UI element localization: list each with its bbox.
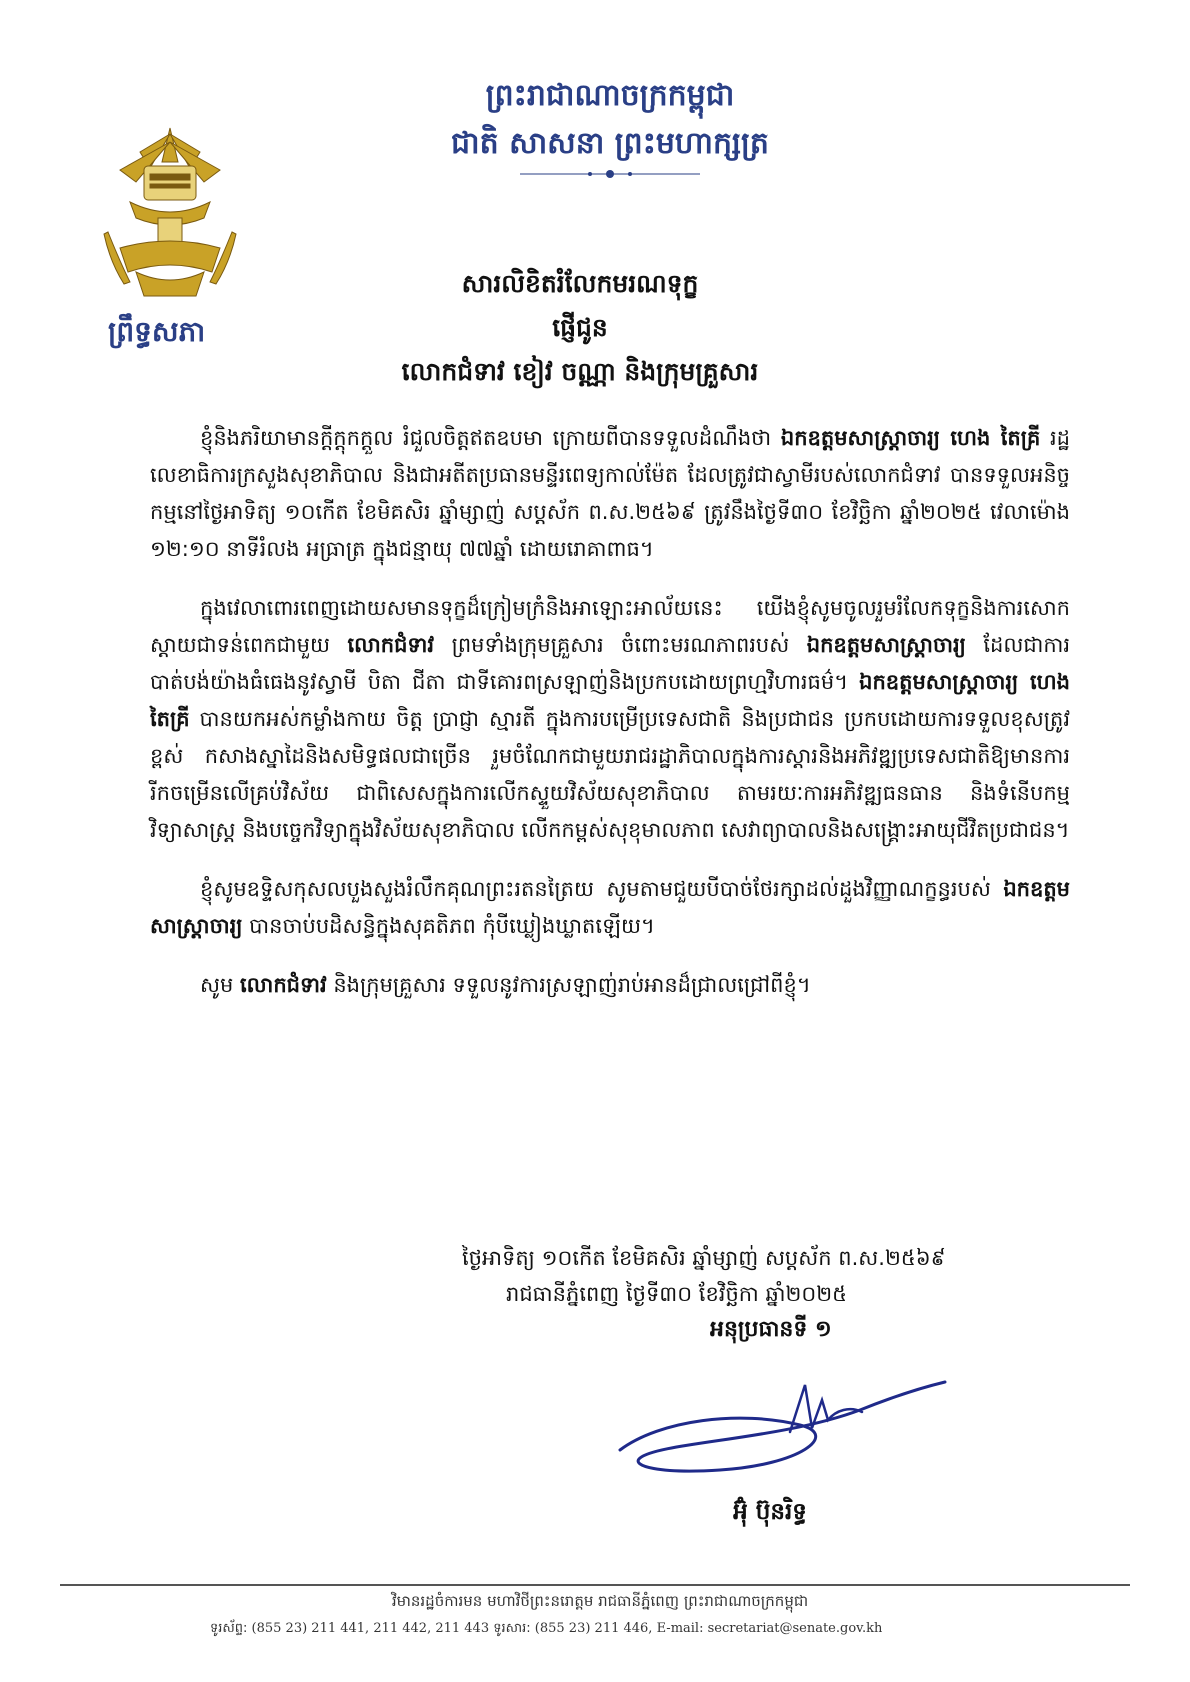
ornament-divider-icon bbox=[520, 168, 700, 180]
kingdom-line-2: ជាតិ សាសនា ព្រះមហាក្សត្រ bbox=[451, 126, 769, 161]
p2-bold-f: ឯកឧត្តមសាស្ត្រាចារ្យ ហេង តៃគ្រី bbox=[150, 670, 1070, 731]
p2-text-c: ព្រមទាំងក្រុមគ្រួសារ ចំពោះមរណភាពរបស់ bbox=[434, 633, 807, 657]
handwritten-signature-icon bbox=[600, 1370, 960, 1480]
p2-bold-b: លោកជំទាវ bbox=[347, 633, 435, 657]
p4-bold-b: លោកជំទាវ bbox=[240, 973, 327, 997]
p4-text-a: សូម bbox=[200, 973, 241, 997]
paragraph-4 bbox=[150, 967, 1070, 1004]
fax-value: (855 23) 211 446, E-mail: secretariat@senate.gov.kh bbox=[534, 1621, 883, 1636]
title-line-2: ផ្ញើជូន bbox=[552, 313, 608, 342]
letterhead-kingdom bbox=[380, 72, 840, 168]
letter-body bbox=[150, 420, 1070, 1026]
p4-text-c: និងក្រុមគ្រួសារ ទទួលនូវការស្រឡាញ់រាប់អានដ៏ជ្រាលជ្រៅពីខ្ញុំ។ bbox=[326, 973, 811, 997]
p2-text-e: ដែលជាការបាត់បង់យ៉ាងធំធេងនូវស្វាមី បិតា ជីតា ជាទីគោរពស្រឡាញ់និងប្រកបដោយព្រហ្មវិហារធម៌។ bbox=[150, 633, 1070, 694]
p2-bold-d: ឯកឧត្តមសាស្ត្រាចារ្យ bbox=[806, 633, 966, 657]
footer-contact bbox=[210, 1620, 1110, 1639]
p3-text-c: បានចាប់បដិសន្ធិក្នុងសុគតិភព កុំបីឃ្លៀងឃ្លាតឡើយ។ bbox=[242, 914, 655, 938]
tel-label: ទូរស័ព្ទ: bbox=[210, 1621, 248, 1636]
p1-text-a: ខ្ញុំនិងភរិយាមានក្ដីក្ដុកក្ដួល រំជួលចិត្តឥតឧបមា ក្រោយពីបានទទួលដំណឹងថា bbox=[200, 426, 781, 450]
senate-label: ព្រឹទ្ធសភា bbox=[108, 315, 206, 348]
p2-text-a: ក្នុងវេលាពោរពេញដោយសមានទុក្ខដ៏ក្រៀមក្រំនិងអាឡោះអាល័យនេះ យើងខ្ញុំសូមចូលរួមរំលែកទុក្ខនិងការសោកស្ដាយជាទន់ពេកជាមួយ bbox=[150, 596, 1070, 657]
place-date: រាជធានីភ្នំពេញ ថ្ងៃទី៣០ ខែវិច្ឆិកា ឆ្នាំ២០២៥ bbox=[506, 1282, 847, 1306]
p3-bold-b: ឯកឧត្តមសាស្ត្រាចារ្យ bbox=[150, 877, 1070, 938]
footer-divider bbox=[60, 1584, 1130, 1586]
paragraph-2 bbox=[150, 590, 1070, 849]
paragraph-3 bbox=[150, 871, 1070, 945]
title-line-1: សារលិខិតរំលែកមរណទុក្ខ bbox=[461, 269, 699, 298]
senate-emblem-icon bbox=[100, 122, 240, 302]
p2-text-g: បានយកអស់កម្លាំងកាយ ចិត្ត ប្រាជ្ញា ស្មារតី ក្នុងការបម្រើប្រទេសជាតិ និងប្រជាជន ប្រកបដោយការទទួលខុសត្រូវខ្ពស់ កសាងស្នាដៃនិងសមិទ្ធផលជាច្រើន រួមចំណែកជាមួយរាជរដ្ឋាភិបាលក្នុងការស្ដារនិងអភិវឌ្ឍប្រទេសជាតិឱ្យមានការរីកចម្រើនលើគ្រប់វិស័យ ជាពិសេសក្នុងការលើកស្ទួយវិស័យសុខាភិបាល តាមរយៈការអភិវឌ្ឍធនធាន និងទំនើបកម្មវិទ្យាសាស្ត្រ និងបច្ចេកវិទ្យាក្នុងវិស័យសុខាភិបាល លើកកម្ពស់សុខុមាលភាព សេវាព្យាបាលនិងសង្គ្រោះអាយុជីវិតប្រជាជន។ bbox=[150, 707, 1070, 842]
lunar-date: ថ្ងៃអាទិត្យ ១០កើត ខែមិគសិរ ឆ្នាំម្សាញ់ សប្តស័ក ព.ស.២៥៦៩ bbox=[462, 1246, 946, 1270]
letter-title bbox=[300, 262, 860, 394]
p1-text-c: រដ្ឋលេខាធិការក្រសួងសុខាភិបាល និងជាអតីតប្រធានមន្ទីរពេទ្យកាល់ម៉ែត ដែលត្រូវជាស្វាមីរបស់លោកជំទាវ បានទទួលអនិច្ចកម្មនៅថ្ងៃអាទិត្យ ១០កើត ខែមិគសិរ ឆ្នាំម្សាញ់ សប្តស័ក ព.ស.២៥៦៩ ត្រូវនឹងថ្ងៃទី៣០ ខែវិច្ឆិកា ឆ្នាំ២០២៥ វេលាម៉ោង ១២:១០ នាទីរំលង អធ្រាត្រ ក្នុងជន្មាយុ ៧៧ឆ្នាំ ដោយរោគាពាធ។ bbox=[150, 426, 1070, 561]
title-line-3: លោកជំទាវ ខៀវ ចណ្ណា និងក្រុមគ្រួសារ bbox=[401, 357, 759, 386]
tel-value: (855 23) 211 441, 211 442, 211 443 bbox=[251, 1621, 490, 1636]
fax-label: ទូរសារ: bbox=[493, 1621, 531, 1636]
p3-text-a: ខ្ញុំសូមឧទ្ទិសកុសលបួងសួងរំលឹកគុណព្រះរតនត្រៃយ សូមតាមជួយបីបាច់ថែរក្សាដល់ដួងវិញ្ញាណក្ខន្ធរបស់ bbox=[200, 877, 1004, 901]
paragraph-1 bbox=[150, 420, 1070, 568]
p1-bold-name: ឯកឧត្តមសាស្ត្រាចារ្យ ហេង តៃគ្រី bbox=[780, 426, 1041, 450]
signer-position: អនុប្រធានទី ១ bbox=[710, 1317, 832, 1342]
closing-block bbox=[450, 1240, 1070, 1348]
signer-name: អ៊ុំ ប៊ុនរិទ្ធ bbox=[733, 1499, 807, 1525]
kingdom-line-1: ព្រះរាជាណាចក្រកម្ពុជា bbox=[485, 78, 735, 113]
footer-address: វិមានរដ្ឋចំការមន មហាវិថីព្រះនរោត្តម រាជធានីភ្នំពេញ ព្រះរាជាណាចក្រកម្ពុជា bbox=[391, 1592, 809, 1610]
